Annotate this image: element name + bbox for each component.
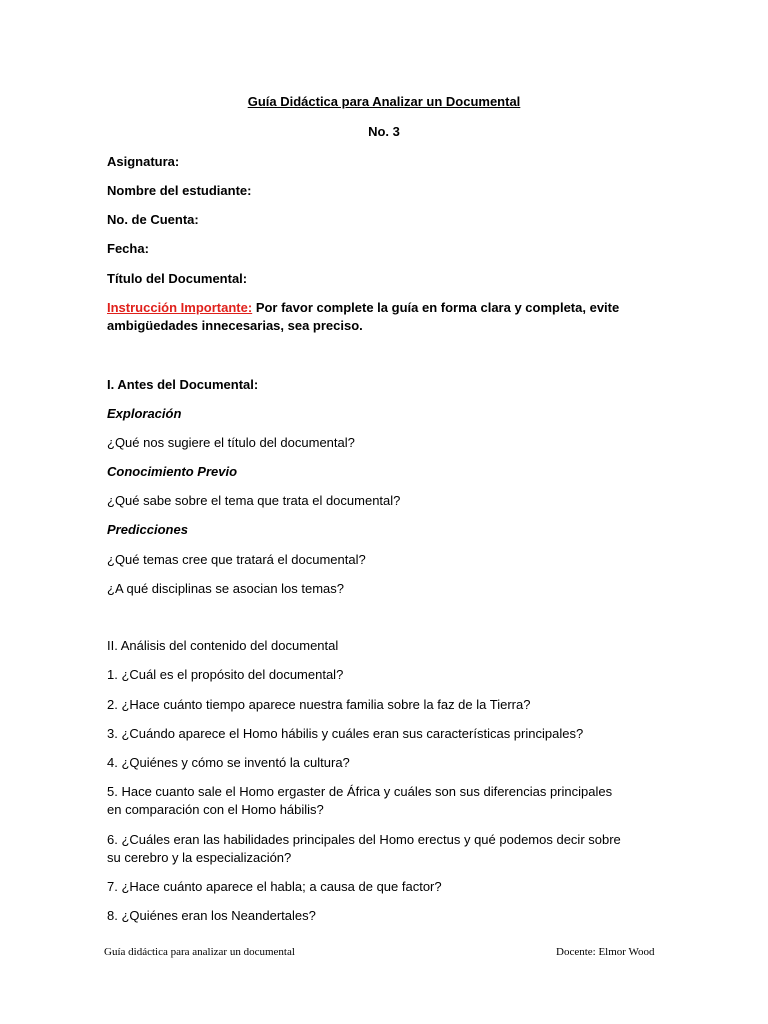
question-title-suggestion: ¿Qué nos sugiere el título del documental? — [107, 435, 355, 450]
question-3: 3. ¿Cuándo aparece el Homo hábilis y cuáles eran sus características principales? — [107, 726, 584, 741]
field-student-name: Nombre del estudiante: — [107, 183, 252, 198]
question-7: 7. ¿Hace cuánto aparece el habla; a causa de que factor? — [107, 879, 442, 894]
question-prior-knowledge: ¿Qué sabe sobre el tema que trata el documental? — [107, 493, 401, 508]
question-4: 4. ¿Quiénes y cómo se inventó la cultura? — [107, 755, 350, 770]
question-1: 1. ¿Cuál es el propósito del documental? — [107, 667, 344, 682]
question-topics: ¿Qué temas cree que tratará el documental? — [107, 552, 366, 567]
question-2: 2. ¿Hace cuánto tiempo aparece nuestra familia sobre la faz de la Tierra? — [107, 697, 531, 712]
important-instruction — [107, 299, 627, 335]
subheading-predictions: Predicciones — [107, 522, 188, 537]
field-date: Fecha: — [107, 241, 149, 256]
field-account-number: No. de Cuenta: — [107, 212, 199, 227]
question-6: 6. ¿Cuáles eran las habilidades principales del Homo erectus y qué podemos decir sobre su cerebro y la especialización? — [107, 832, 621, 865]
instruction-label: Instrucción Importante: — [107, 300, 253, 315]
document-title: Guía Didáctica para Analizar un Documental — [247, 94, 521, 109]
subheading-prior-knowledge: Conocimiento Previo — [107, 464, 238, 479]
question-disciplines: ¿A qué disciplinas se asocian los temas? — [107, 581, 345, 596]
document-number: No. 3 — [368, 124, 400, 139]
footer-teacher: Docente: Elmor Wood — [556, 946, 655, 958]
instruction-text: Por favor complete la guía en forma clara y completa, evite ambigüedades innecesarias, sea preciso. — [107, 300, 620, 333]
section-2-heading: II. Análisis del contenido del documental — [107, 638, 339, 653]
subheading-exploration: Exploración — [107, 406, 182, 421]
question-5: 5. Hace cuanto sale el Homo ergaster de África y cuáles son sus diferencias principales en comparación con el Homo hábilis? — [107, 784, 613, 817]
field-documentary-title: Título del Documental: — [107, 271, 248, 286]
footer-guide-title: Guía didáctica para analizar un documental — [104, 946, 295, 958]
field-subject: Asignatura: — [107, 154, 180, 169]
section-1-heading: I. Antes del Documental: — [107, 377, 259, 392]
question-8: 8. ¿Quiénes eran los Neandertales? — [107, 908, 316, 923]
